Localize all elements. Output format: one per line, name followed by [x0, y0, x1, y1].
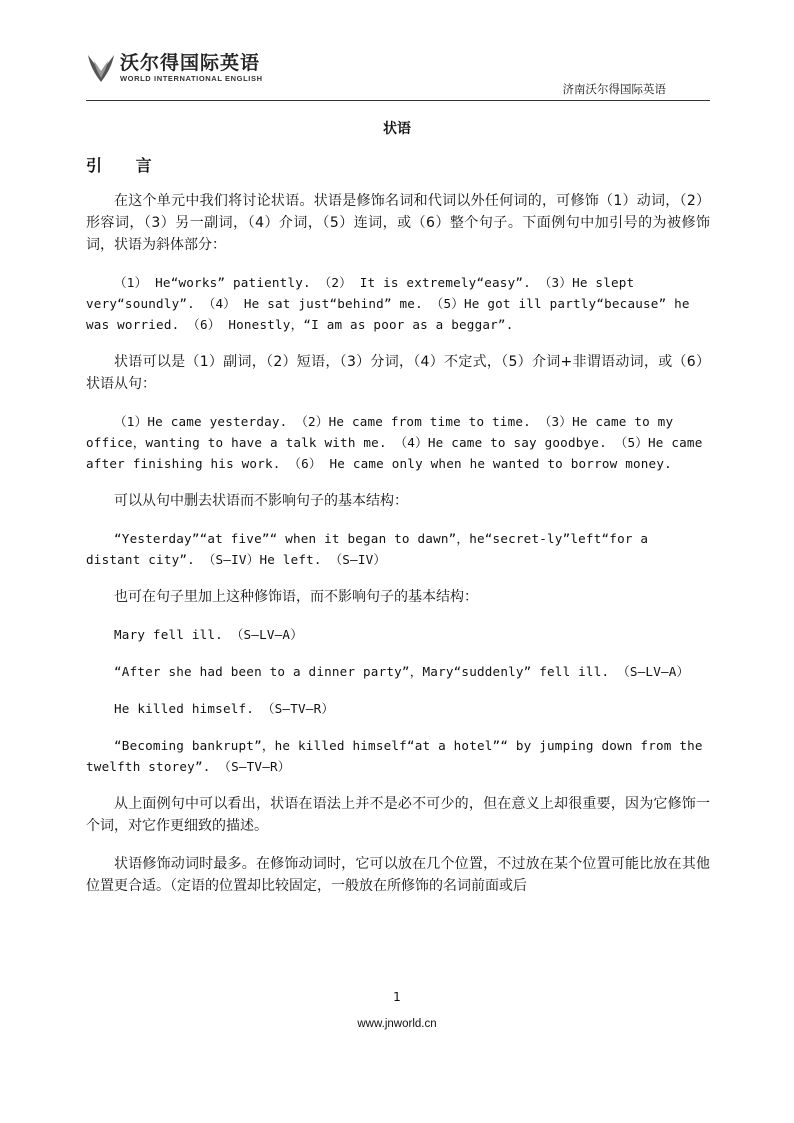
paragraph-add-note: 也可在句子里加上这种修饰语，而不影响句子的基本结构： — [114, 589, 478, 605]
document-title: 状语 — [383, 121, 411, 137]
paragraph-example-mary-2: “After she had been to a dinner party”，Mary“suddenly” fell ill. （S—LV—A） — [114, 664, 690, 679]
footer-url: www.jnworld.cn — [357, 1018, 437, 1030]
section-heading: 引 言 — [86, 156, 166, 175]
logo-chinese-name: 沃尔得国际英语 — [120, 52, 261, 74]
paragraph-verb-position: 状语修饰动词时最多。在修饰动词时，它可以放在几个位置，不过放在某个位置可能比放在其他位置更合适。（定语的位置却比较固定，一般放在所修饰的名词前面或后 — [86, 856, 710, 894]
page-header — [86, 52, 710, 101]
paragraph-example-mary-1: Mary fell ill. （S—LV—A） — [114, 627, 304, 642]
logo — [86, 52, 263, 90]
wings-logo-icon — [86, 52, 116, 86]
paragraph-delete-note: 可以从句中删去状语而不影响句子的基本结构： — [114, 493, 408, 509]
paragraph-examples-3: “Yesterday”“at five”“ when it began to dawn”，he“secret-ly”left“for a distant city”. （S—IV）He left. （S—IV） — [86, 531, 649, 567]
logo-english-name: WORLD INTERNATIONAL ENGLISH — [120, 74, 263, 83]
paragraph-examples-2: （1）He came yesterday. （2）He came from time to time. （3）He came to my office，wanting to have a talk with me. （4）He came to say goodbye. （5）He came after finishing his work. （6） He came only when he wanted to borrow money. — [86, 414, 703, 471]
document-body — [86, 190, 710, 913]
header-school-name: 济南沃尔得国际英语 — [562, 82, 666, 96]
paragraph-example-killed-1: He killed himself. （S—TV—R） — [114, 701, 335, 716]
page-number: 1 — [393, 990, 401, 1004]
paragraph-example-killed-2: “Becoming bankrupt”，he killed himself“at a hotel”“ by jumping down from the twelfth storey”. （S—TV—R） — [86, 738, 703, 774]
paragraph-adverbial-types: 状语可以是（1）副词，（2）短语，（3）分词，（4）不定式，（5）介词+非谓语动词，或（6）状语从句： — [86, 354, 710, 392]
paragraph-conclusion: 从上面例句中可以看出，状语在语法上并不是必不可少的，但在意义上却很重要，因为它修饰一个词，对它作更细致的描述。 — [86, 796, 710, 834]
paragraph-examples-1: （1） He“works” patiently. （2） It is extremely“easy”. （3）He slept very“soundly”. （4） He sat just“behind” me. （5）He got ill partly“because” he was worried. （6） Honestly，“I am as poor as a beggar”. — [86, 275, 690, 332]
paragraph-intro: 在这个单元中我们将讨论状语。状语是修饰名词和代词以外任何词的，可修饰（1）动词，（2）形容词，（3）另一副词，（4）介词，（5）连词，或（6）整个句子。下面例句中加引号的为被修饰词，状语为斜体部分： — [86, 193, 710, 253]
